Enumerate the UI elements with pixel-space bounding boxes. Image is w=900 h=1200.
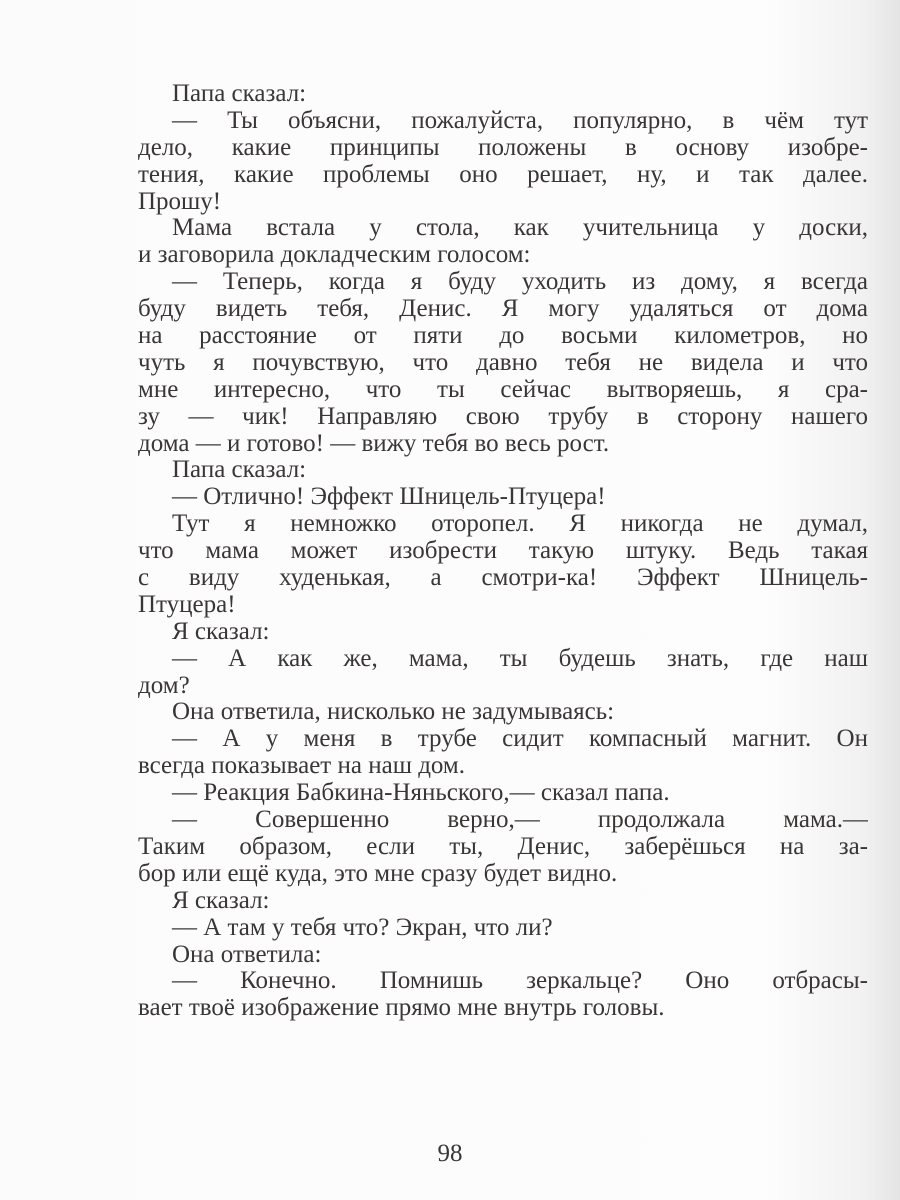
text-line: Прошу! bbox=[138, 187, 222, 215]
page-number: 98 bbox=[437, 1140, 463, 1167]
text-line: Мама встала у стола, как учительница у доски, bbox=[172, 215, 868, 242]
text-line: Птуцера! bbox=[138, 590, 236, 618]
text-line: Тут я немножко оторопел. Я никогда не думал, bbox=[172, 511, 868, 538]
text-line: дом? bbox=[138, 671, 190, 699]
text-line: Она ответила, нисколько не задумываясь: bbox=[172, 698, 615, 726]
text-line: Я сказал: bbox=[172, 886, 270, 914]
text-line: с виду худенькая, а смотри-ка! Эффект Шницель- bbox=[138, 565, 868, 592]
text-line: мне интересно, что ты сейчас вытворяешь, я сра- bbox=[138, 376, 868, 403]
text-line: дело, какие принципы положены в основу изобре- bbox=[138, 134, 868, 161]
text-line: буду видеть тебя, Денис. Я могу удаляться от дома bbox=[138, 296, 868, 323]
page-body-text bbox=[138, 81, 868, 1022]
text-line: — Реакция Бабкина-Няньского,— сказал папа. bbox=[172, 779, 670, 807]
text-line: — А у меня в трубе сидит компасный магнит. Он bbox=[172, 726, 868, 753]
text-line: тения, какие проблемы оно решает, ну, и так далее. bbox=[138, 161, 868, 188]
text-line: и заговорила докладческим голосом: bbox=[138, 241, 531, 269]
text-line: всегда показывает на наш дом. bbox=[138, 752, 466, 780]
text-line: Она ответила: bbox=[172, 940, 322, 968]
text-line: Папа сказал: bbox=[172, 456, 307, 484]
text-line: — А как же, мама, ты будешь знать, где наш bbox=[172, 645, 868, 672]
text-line: Таким образом, если ты, Денис, заберёшься на за- bbox=[138, 833, 868, 860]
text-line: что мама может изобрести такую штуку. Ведь такая bbox=[138, 538, 868, 565]
text-line: — А там у тебя что? Экран, что ли? bbox=[172, 913, 553, 941]
text-line: Папа сказал: bbox=[172, 80, 307, 107]
text-line: дома — и готово! — вижу тебя во весь рост. bbox=[138, 429, 610, 457]
text-line: — Совершенно верно,— продолжала мама.— bbox=[172, 807, 868, 834]
text-line: на расстояние от пяти до восьми километров, но bbox=[138, 323, 868, 350]
text-line: — Конечно. Помнишь зеркальце? Оно отбрасы- bbox=[172, 968, 868, 995]
text-line: бор или ещё куда, это мне сразу будет видно. bbox=[138, 859, 618, 887]
text-line: — Ты объясни, пожалуйста, популярно, в чём тут bbox=[172, 107, 868, 134]
text-line: вает твоё изображение прямо мне внутрь головы. bbox=[138, 994, 665, 1022]
text-line: Я сказал: bbox=[172, 617, 270, 645]
text-line: чуть я почувствую, что давно тебя не видела и что bbox=[138, 349, 868, 376]
text-line: — Отлично! Эффект Шницель-Птуцера! bbox=[172, 483, 606, 511]
text-line: зу — чик! Направляю свою трубу в сторону нашего bbox=[138, 403, 868, 430]
text-line: — Теперь, когда я буду уходить из дому, я всегда bbox=[172, 269, 868, 296]
